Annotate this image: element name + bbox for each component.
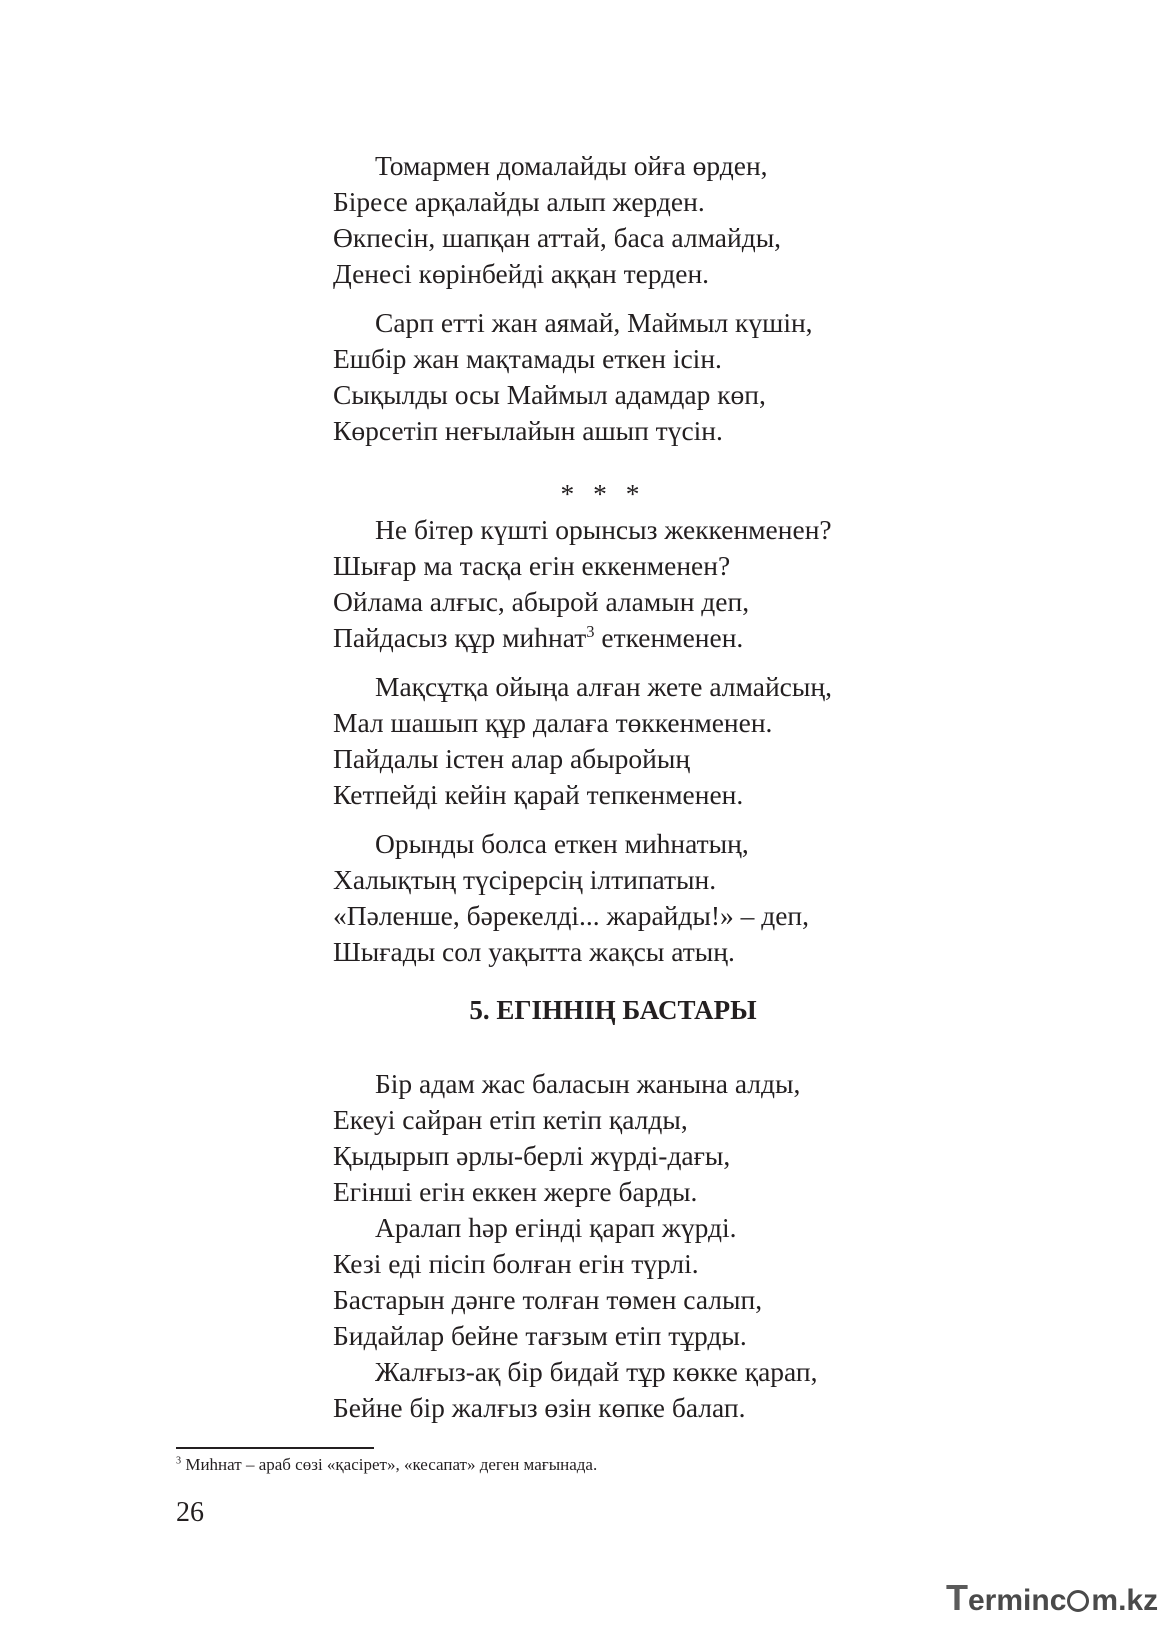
- poem-line: Пайдалы істен алар абыройың: [333, 743, 691, 774]
- poem-line: Бейне бір жалғыз өзін көпке балап.: [333, 1392, 746, 1423]
- footnote-text: Миһнат – араб сөзі «қасірет», «кесапат» деген мағынада.: [181, 1455, 598, 1474]
- stanza-1: [333, 148, 893, 292]
- poem-line: Денесі көрінбейді аққан терден.: [333, 258, 710, 289]
- poem-line: Мақсұтқа ойыңа алған жете алмайсың,: [375, 671, 832, 702]
- poem-line: Жалғыз-ақ бір бидай тұр көкке қарап,: [375, 1356, 818, 1387]
- poem-line-with-footnote: [333, 620, 893, 656]
- poem-line-part: еткенменен.: [594, 622, 744, 653]
- poem-line: Ойлама алғыс, абырой аламын деп,: [333, 586, 750, 617]
- poem-line: Сықылды осы Маймыл адамдар көп,: [333, 379, 766, 410]
- poem-line: Мал шашып құр далаға төккенменен.: [333, 707, 773, 738]
- stanza-2: [333, 305, 893, 449]
- poem-line: Егінші егін еккен жерге барды.: [333, 1176, 698, 1207]
- poem-line: Сарп етті жан аямай, Маймыл күшін,: [375, 307, 813, 338]
- watermark-part: erminc: [968, 1584, 1067, 1617]
- site-watermark-logo: [946, 1577, 1158, 1626]
- footnote: [176, 1454, 597, 1476]
- poem-line: Бір адам жас баласын жанына алды,: [375, 1068, 801, 1099]
- poem-line: Орынды болса еткен миһнатың,: [375, 828, 749, 859]
- poem-line: Көрсетіп неғылайын ашып түсін.: [333, 415, 723, 446]
- footnote-reference: 3: [586, 621, 595, 641]
- poem-line: Қыдырып әрлы-берлі жүрді-дағы,: [333, 1140, 731, 1171]
- poem-line: Аралап һәр егінді қарап жүрді.: [375, 1212, 737, 1243]
- poem-line: Не бітер күшті орынсыз жеккенменен?: [375, 514, 832, 545]
- poem-line: Ешбір жан мақтамады еткен ісін.: [333, 343, 722, 374]
- poem-line: Халықтың түсірерсің ілтипатын.: [333, 864, 717, 895]
- poem-line: Екеуі сайран етіп кетіп қалды,: [333, 1104, 688, 1135]
- poem-line-part: Пайдасыз құр миһнат: [333, 622, 587, 653]
- poem-line: Бидайлар бейне тағзым етіп тұрды.: [333, 1320, 747, 1351]
- poem-line: Бастарын дәнге толған төмен салып,: [333, 1284, 763, 1315]
- section-heading: 5. ЕГІННІҢ БАСТАРЫ: [469, 995, 757, 1025]
- poem-line: Кетпейді кейін қарай тепкенменен.: [333, 779, 744, 810]
- footnote-marker: 3: [176, 1455, 182, 1467]
- watermark-part: m.kz: [1091, 1584, 1158, 1617]
- stanza-5: [333, 826, 893, 970]
- magnifier-icon: [1067, 1590, 1089, 1612]
- poem-line: Шығар ма тасқа егін еккенменен?: [333, 550, 731, 581]
- poem-line: «Пәленше, бәрекелді... жарайды!» – деп,: [333, 900, 810, 931]
- stanza-3: [333, 512, 893, 656]
- poem-line: Шығады сол уақытта жақсы атың.: [333, 936, 735, 967]
- stanza-4: [333, 669, 893, 813]
- section-separator: * * *: [560, 478, 646, 509]
- poem-line: Кезі еді пісіп болған егін түрлі.: [333, 1248, 699, 1279]
- poem-column: [333, 148, 893, 1439]
- poem-line: Біресе арқалайды алып жерден.: [333, 186, 705, 217]
- stanza-6: [333, 1066, 893, 1426]
- watermark-part: T: [946, 1577, 968, 1618]
- poem-line: Өкпесін, шапқан аттай, баса алмайды,: [333, 222, 782, 253]
- poem-line: Томармен домалайды ойға өрден,: [375, 150, 768, 181]
- page-number: 26: [176, 1497, 204, 1528]
- footnote-divider: [176, 1447, 374, 1449]
